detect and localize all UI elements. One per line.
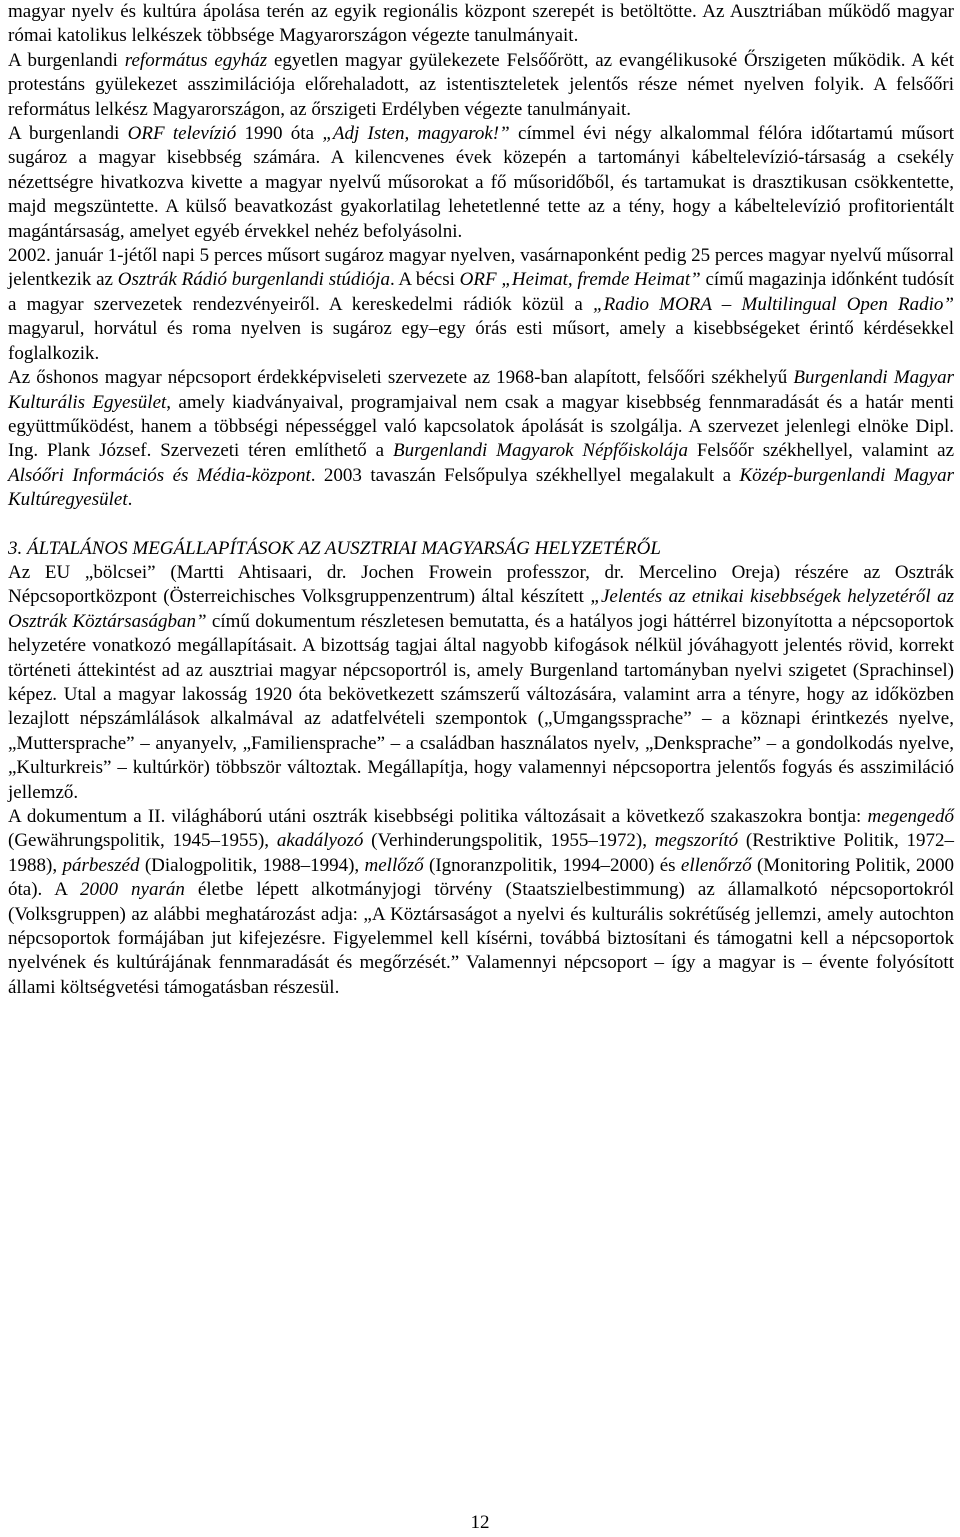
section-heading: 3. ÁLTALÁNOS MEGÁLLAPÍTÁSOK AZ AUSZTRIAI MAGYARSÁG HELYZETÉRŐL	[8, 537, 661, 559]
text-run: , amely kiadványaival, programjaival nem csak a magyar kisebbség fennmaradását és a határ menti együttműködést, hanem a többségi népességgel való kapcsolatok ápolását is szolgálja. A szervezet jelenlegi elnöke Dipl. Ing. Plank József. Szervezeti téren említhető a	[8, 391, 954, 462]
text-run: magyarul, horvátul és roma nyelven is sugároz egy–egy órás esti műsort, amely a kisebbségeket érintő kérdésekkel foglalkozik.	[8, 318, 954, 364]
paragraph-p5	[8, 366, 954, 512]
paragraph-p1	[8, 0, 954, 49]
text-run: (Verhinderungspolitik, 1955–1972),	[363, 830, 655, 852]
italic-run: ORF „Heimat, fremde Heimat”	[459, 269, 701, 291]
italic-run: ORF televízió	[127, 123, 237, 145]
italic-run: megengedő	[867, 806, 954, 827]
text-run: Felsőőr székhellyel, valamint az	[687, 440, 955, 462]
text-run: című magazinja időnként tudósít a magyar szervezetek rendezvényeiről. A kereskedelmi rádiók közül a	[8, 269, 955, 315]
text-run: Az őshonos magyar népcsoport érdekképviseleti szervezete az 1968-ban alapított, felsőőri székhelyű	[8, 367, 794, 389]
text-run: egyetlen magyar gyülekezete Felsőőrött, az evangélikusoké Őrszigeten működik. A két protestáns gyülekezet asszimilációja előrehaladott, az istentiszteletek jelentős része német nyelven folyik. A felsőőri református lelkész Magyarországon, az őrszigeti Erdélyben végezte tanulmányait.	[8, 49, 954, 120]
paragraph-p3	[8, 122, 954, 244]
text-run: A burgenlandi	[8, 123, 128, 145]
italic-run: 2000 nyarán	[80, 879, 185, 901]
text-run: .	[127, 489, 133, 511]
italic-run: megszorító	[654, 830, 739, 852]
paragraph-p6	[8, 561, 954, 805]
text-run: . A bécsi	[389, 269, 460, 291]
text-run: Az EU „bölcsei” (Martti Ahtisaari, dr. Jochen Frowein professzor, dr. Mercelino Oreja) részére az Osztrák Népcsoportközpont (Österreichisches Volksgruppenzentrum) által készített	[8, 561, 954, 608]
paragraph-p2	[8, 49, 954, 122]
italic-run: Burgenlandi Magyarok Népfőiskolája	[392, 440, 688, 462]
text-run: (Restriktive Politik, 1972–1988),	[8, 830, 954, 876]
text-run: A dokumentum a II. világháború utáni osztrák kisebbségi politika változásait a következő szakaszokra bontja:	[8, 806, 868, 827]
italic-run: református egyház	[124, 49, 268, 71]
text-run: A burgenlandi	[8, 49, 125, 71]
italic-run: Osztrák Rádió burgenlandi stúdiója	[117, 269, 390, 291]
paragraph-p4	[8, 244, 954, 366]
text-run: . 2003 tavaszán Felsőpulya székhellyel megalakult a	[310, 464, 740, 486]
paragraph-p7	[8, 805, 954, 1000]
text-run: (Gewährungspolitik, 1945–1955),	[8, 830, 277, 852]
text-run: életbe lépett alkotmányjogi törvény (Staatszielbestimmung) az államalkotó népcsoportokról (Volksgruppen) az alábbi meghatározást adja: „A Köztársaságot a nyelvi és kulturális sokrétűség jellemzi, amely autochton népcsoportok formájában jut kifejezésre. Figyelemmel kell kísérni, továbbá biztosítani és támogatni kell a népcsoportok nyelvének és kultúrájának fennmaradását és megőrzését.” Valamennyi népcsoport – így a magyar is – évente folyósított állami költségvetési támogatásban részesül.	[8, 879, 955, 998]
text-run: című dokumentum részletesen bemutatta, és a hatályos jogi háttérrel bizonyította a népcsoportok helyzetére vonatkozó megállapításait. A bizottság tagjai által nagyobb kifogások nélkül jóváhagyott jelentés rövid, korrekt történeti áttekintést ad az ausztriai magyar népcsoportról is, amely Burgenland tartományban nyelvi szigetet (Sprachinsel) képez. Utal a magyar lakosság 1920 óta bekövetkezett számszerű változására, valamint arra a tényre, hogy az időközben lezajlott népszámlálások alkalmával az adatfelvételi szempontok („Umgangssprache” – a köznapi érintkezés nyelve, „Muttersprache” – anyanyelv, „Familiensprache” – a családban használatos nyelv, „Denksprache” – a gondolkodás nyelve, „Kulturkreis” – kultúrkör) többször változtak. Megállapítja, hogy valamennyi népcsoportra jelentős fogyás és asszimiláció jellemző.	[8, 610, 954, 803]
page-number: 12	[470, 1512, 490, 1533]
text-run: (Dialogpolitik, 1988–1994),	[139, 854, 365, 876]
document-page	[8, 0, 954, 1000]
italic-run: „Radio MORA – Multilingual Open Radio”	[593, 293, 954, 315]
italic-run: ellenőrző	[680, 854, 752, 876]
italic-run: „Jelentés az etnikai kisebbségek helyzetéről az Osztrák Köztársaságban”	[8, 586, 954, 632]
text-run: 1990 óta	[236, 123, 323, 145]
italic-run: Közép-burgenlandi Magyar Kultúregyesület	[8, 464, 954, 511]
italic-run: „Adj Isten, magyarok!”	[322, 123, 510, 145]
italic-run: akadályozó	[276, 830, 364, 852]
text-run: (Monitoring Politik, 2000 óta). A	[8, 854, 954, 901]
italic-run: mellőző	[364, 854, 424, 876]
section-gap	[8, 513, 954, 537]
text-run: 2002. január 1-jétől napi 5 perces műsort sugároz magyar nyelven, vasárnaponként pedig 25 perces magyar nyelvű műsorral jelentkezik az	[8, 245, 954, 291]
text-run: (Ignoranzpolitik, 1994–2000) és	[423, 854, 681, 876]
italic-run: Alsóőri Információs és Média-központ	[8, 464, 311, 486]
text-run: magyar nyelv és kultúra ápolása terén az egyik regionális központ szerepét is betöltötte. Az Ausztriában működő magyar római katolikus lelkészek többsége Magyarországon végezte tanulmányait.	[8, 1, 954, 47]
italic-run: Burgenlandi Magyar Kulturális Egyesület	[8, 367, 954, 413]
text-run: címmel évi négy alkalommal félóra időtartamú műsort sugároz a magyar kisebbség számára. A kilencvenes évek közepén a tartományi kábeltelevízió-társaság a csekély nézettségre hivatkozva kivette a magyar nyelvű műsorokat a fő műsoridőből, és tartamukat is drasztikusan csökkentette, majd megszüntette. A külső beavatkozást gyakorlatilag lehetetlenné tette az a tény, hogy a kábeltelevízió profitorientált magántársaság, amelyet egyéb érvekkel nehéz befolyásolni.	[8, 123, 954, 242]
italic-run: párbeszéd	[62, 854, 140, 876]
